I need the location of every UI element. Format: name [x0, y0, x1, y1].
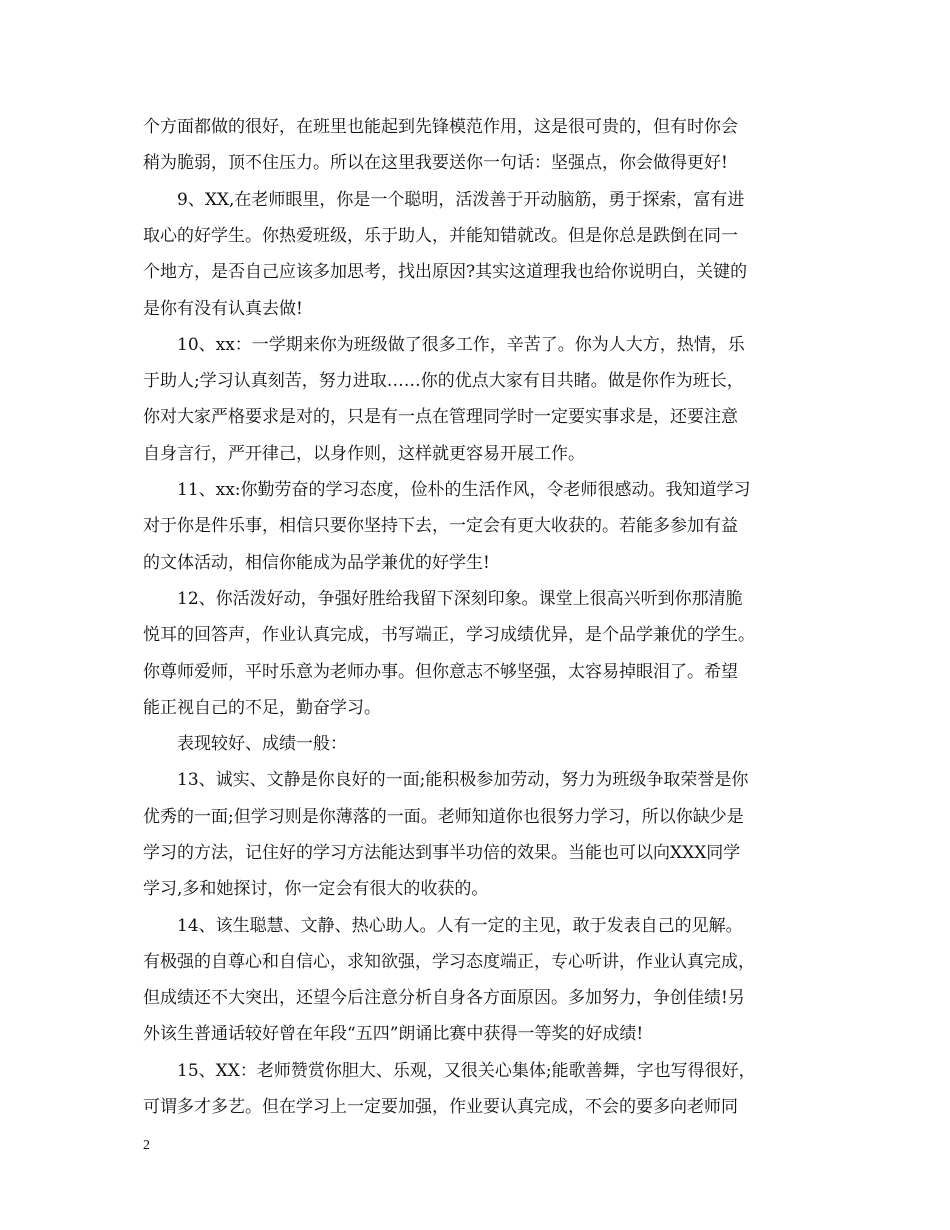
- page-number: 2: [143, 1138, 150, 1153]
- text-line: 自身言行，严开律己，以身作则，这样就更容易开展工作。: [143, 444, 585, 464]
- text-line: 能正视自己的不足，勤奋学习。: [143, 698, 381, 718]
- text-line: 外该生普通话较好曾在年段“五四”朗诵比赛中获得一等奖的好成绩!: [143, 1024, 644, 1044]
- text-line: 14、该生聪慧、文静、热心助人。人有一定的主见，敢于发表自己的见解。: [177, 916, 743, 936]
- text-line: 9、XX,在老师眼里，你是一个聪明，活泼善于开动脑筋，勇于探索，富有进: [177, 190, 745, 210]
- text-line: 悦耳的回答声，作业认真完成，书写端正，学习成绩优异，是个品学兼优的学生。: [143, 625, 755, 645]
- text-line: 个方面都做的很好，在班里也能起到先锋模范作用，这是很可贵的，但有时你会: [143, 117, 738, 137]
- text-line: 12、你活泼好动，争强好胜给我留下深刻印象。课堂上很高兴听到你那清脆: [177, 589, 743, 609]
- text-line: 优秀的一面;但学习则是你薄落的一面。老师知道你也很努力学习，所以你缺少是: [143, 807, 744, 827]
- text-line: 有极强的自尊心和自信心，求知欲强，学习态度端正，专心听讲，作业认真完成，: [143, 952, 755, 972]
- text-line: 你尊师爱师，平时乐意为老师办事。但你意志不够坚强，太容易掉眼泪了。希望: [143, 662, 738, 682]
- text-line: 可谓多才多艺。但在学习上一定要加强，作业要认真完成，不会的要多向老师同: [143, 1097, 738, 1117]
- text-line: 的文体活动，相信你能成为品学兼优的好学生!: [143, 553, 490, 573]
- text-line: 13、诚实、文静是你良好的一面;能积极参加劳动，努力为班级争取荣誉是你: [177, 770, 749, 790]
- text-line: 10、xx：一学期来你为班级做了很多工作，辛苦了。你为人大方，热情，乐: [177, 335, 745, 355]
- text-line: 对于你是件乐事，相信只要你坚持下去，一定会有更大收获的。若能多参加有益: [143, 516, 738, 536]
- text-line: 表现较好、成绩一般：: [177, 734, 347, 754]
- text-line: 稍为脆弱，顶不住压力。所以在这里我要送你一句话：坚强点，你会做得更好!: [143, 153, 728, 173]
- text-line: 15、XX：老师赞赏你胆大、乐观，又很关心集体;能歌善舞，字也写得很好，: [177, 1061, 756, 1081]
- text-line: 但成绩还不大突出，还望今后注意分析自身各方面原因。多加努力，争创佳绩!另: [143, 988, 745, 1008]
- text-line: 学习的方法，记住好的学习方法能达到事半功倍的效果。当能也可以向XXX同学: [143, 843, 741, 863]
- text-line: 取心的好学生。你热爱班级，乐于助人，并能知错就改。但是你总是跌倒在同一: [143, 226, 738, 246]
- text-line: 是你有没有认真去做!: [143, 299, 303, 319]
- text-line: 学习,多和她探讨，你一定会有很大的收获的。: [143, 879, 489, 899]
- text-line: 你对大家严格要求是对的，只是有一点在管理同学时一定要实事求是，还要注意: [143, 407, 738, 427]
- text-line: 11、xx:你勤劳奋的学习态度，俭朴的生活作风，令老师很感动。我知道学习: [177, 480, 751, 500]
- text-line: 于助人;学习认真刻苦，努力进取……你的优点大家有目共睹。做是你作为班长，: [143, 371, 744, 391]
- text-line: 个地方，是否自己应该多加思考，找出原因?其实这道理我也给你说明白，关键的: [143, 262, 748, 282]
